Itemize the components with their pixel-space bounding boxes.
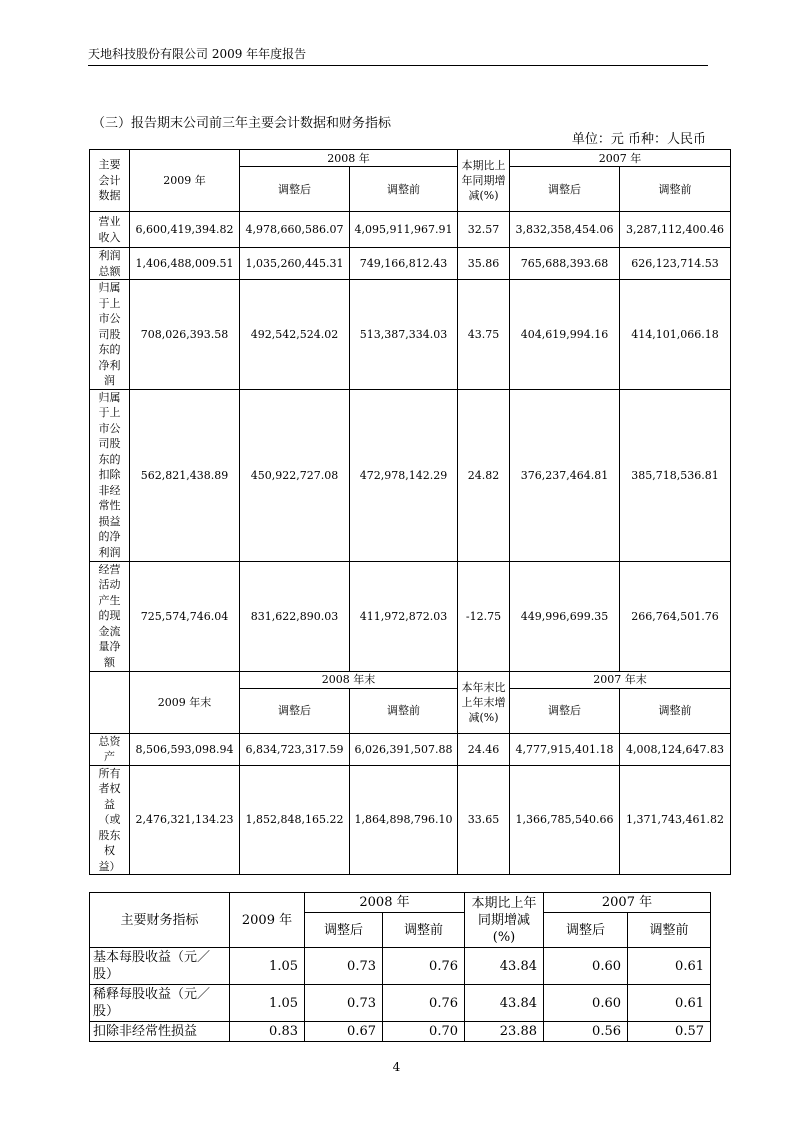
accounting-data-table	[89, 149, 731, 875]
cell-2007-after: 376,237,464.81	[510, 389, 620, 561]
cell-change: 35.86	[458, 248, 510, 280]
row-label: 稀释每股收益（元／股）	[90, 985, 230, 1022]
cell-2009: 1,406,488,009.51	[130, 248, 240, 280]
table-row	[90, 212, 731, 248]
row-label: 扣除非经常性损益	[90, 1022, 230, 1042]
row-label: 基本每股收益（元／股）	[90, 948, 230, 985]
header-2007-end: 2007 年末	[510, 671, 731, 688]
cell-change: 32.57	[458, 212, 510, 248]
cell-2007-before: 414,101,066.18	[620, 280, 731, 390]
row-label: 经营活动产生的现金流量净额	[90, 561, 130, 671]
table-row	[90, 280, 731, 390]
cell-2009: 6,600,419,394.82	[130, 212, 240, 248]
cell-2009: 2,476,321,134.23	[130, 765, 240, 875]
cell-change: 43.75	[458, 280, 510, 390]
cell-2007-after: 765,688,393.68	[510, 248, 620, 280]
cell-2007-before: 4,008,124,647.83	[620, 733, 731, 765]
cell-2007-after: 3,832,358,454.06	[510, 212, 620, 248]
cell-2008-after: 1,852,848,165.22	[240, 765, 350, 875]
empty-corner	[90, 671, 130, 733]
cell-change: 24.82	[458, 389, 510, 561]
table-row	[90, 389, 731, 561]
header-2007-adjusted-before: 调整前	[628, 913, 711, 948]
header-2007-adjusted-before: 调整前	[620, 167, 731, 212]
header-change: 本期比上年同期增减(%)	[465, 893, 544, 948]
cell-2007-before: 385,718,536.81	[620, 389, 731, 561]
cell-2008-before: 411,972,872.03	[350, 561, 458, 671]
cell-2008-after: 831,622,890.03	[240, 561, 350, 671]
cell-2009: 0.83	[230, 1022, 305, 1042]
header-2008-end-adjusted-after: 调整后	[240, 688, 350, 733]
row-label: 总资产	[90, 733, 130, 765]
corner-label: 主要会计数据	[90, 150, 130, 212]
cell-2009: 725,574,746.04	[130, 561, 240, 671]
cell-2008-before: 472,978,142.29	[350, 389, 458, 561]
header-2008: 2008 年	[240, 150, 458, 167]
cell-2007-after: 0.60	[544, 985, 628, 1022]
cell-2008-before: 0.76	[383, 985, 465, 1022]
table-row	[90, 248, 731, 280]
cell-change: 33.65	[458, 765, 510, 875]
cell-2007-before: 1,371,743,461.82	[620, 765, 731, 875]
cell-change: 43.84	[465, 985, 544, 1022]
cell-2009: 708,026,393.58	[130, 280, 240, 390]
header-2008-end-adjusted-before: 调整前	[350, 688, 458, 733]
row-label: 营业收入	[90, 212, 130, 248]
currency-unit-note: 单位：元 币种：人民币	[571, 132, 706, 147]
cell-2008-after: 0.73	[305, 948, 383, 985]
header-2009-end: 2009 年末	[130, 671, 240, 733]
table-row	[90, 1022, 711, 1042]
cell-2007-after: 404,619,994.16	[510, 280, 620, 390]
header-2009: 2009 年	[230, 893, 305, 948]
cell-2008-after: 450,922,727.08	[240, 389, 350, 561]
cell-2008-after: 6,834,723,317.59	[240, 733, 350, 765]
cell-2009: 1.05	[230, 948, 305, 985]
cell-2009: 562,821,438.89	[130, 389, 240, 561]
table-row	[90, 733, 731, 765]
header-2008-adjusted-after: 调整后	[305, 913, 383, 948]
section-title: （三）报告期末公司前三年主要会计数据和财务指标	[92, 116, 392, 131]
header-2008: 2008 年	[305, 893, 465, 913]
cell-2007-before: 0.57	[628, 1022, 711, 1042]
cell-2008-before: 0.76	[383, 948, 465, 985]
cell-change: 23.88	[465, 1022, 544, 1042]
cell-2007-after: 4,777,915,401.18	[510, 733, 620, 765]
table-row	[90, 561, 731, 671]
header-2007-adjusted-after: 调整后	[510, 167, 620, 212]
header-change: 本期比上年同期增减(%)	[458, 150, 510, 212]
cell-2008-before: 6,026,391,507.88	[350, 733, 458, 765]
header-divider	[88, 65, 708, 66]
cell-2008-after: 1,035,260,445.31	[240, 248, 350, 280]
header-2007: 2007 年	[510, 150, 731, 167]
cell-2008-after: 4,978,660,586.07	[240, 212, 350, 248]
financial-indicators-table	[89, 892, 711, 1042]
cell-change: -12.75	[458, 561, 510, 671]
cell-2008-after: 492,542,524.02	[240, 280, 350, 390]
table-header-row	[90, 150, 731, 167]
header-2008-adjusted-before: 调整前	[383, 913, 465, 948]
table-row	[90, 985, 711, 1022]
row-label: 所有者权益（或股东权益）	[90, 765, 130, 875]
cell-2009: 8,506,593,098.94	[130, 733, 240, 765]
header-change-end: 本年末比上年末增减(%)	[458, 671, 510, 733]
table-row	[90, 948, 711, 985]
cell-2007-before: 266,764,501.76	[620, 561, 731, 671]
header-2009: 2009 年	[130, 150, 240, 212]
row-label: 利润总额	[90, 248, 130, 280]
header-2008-adjusted-before: 调整前	[350, 167, 458, 212]
corner-label: 主要财务指标	[90, 893, 230, 948]
cell-2007-after: 449,996,699.35	[510, 561, 620, 671]
header-2008-end: 2008 年末	[240, 671, 458, 688]
table-header-row	[90, 671, 731, 688]
header-2008-adjusted-after: 调整后	[240, 167, 350, 212]
cell-2008-before: 4,095,911,967.91	[350, 212, 458, 248]
page-number: 4	[392, 1060, 401, 1074]
cell-2008-before: 749,166,812.43	[350, 248, 458, 280]
header-2007: 2007 年	[544, 893, 711, 913]
cell-2007-before: 626,123,714.53	[620, 248, 731, 280]
document-header: 天地科技股份有限公司 2009 年年度报告	[88, 47, 307, 61]
header-2007-end-adjusted-before: 调整前	[620, 688, 731, 733]
cell-2007-before: 3,287,112,400.46	[620, 212, 731, 248]
row-label: 归属于上市公司股东的扣除非经常性损益的净利润	[90, 389, 130, 561]
cell-2009: 1.05	[230, 985, 305, 1022]
header-2007-end-adjusted-after: 调整后	[510, 688, 620, 733]
cell-2007-before: 0.61	[628, 948, 711, 985]
cell-2007-after: 0.56	[544, 1022, 628, 1042]
cell-2008-before: 0.70	[383, 1022, 465, 1042]
cell-2008-before: 513,387,334.03	[350, 280, 458, 390]
cell-2007-after: 1,366,785,540.66	[510, 765, 620, 875]
row-label: 归属于上市公司股东的净利润	[90, 280, 130, 390]
cell-2007-before: 0.61	[628, 985, 711, 1022]
cell-change: 24.46	[458, 733, 510, 765]
table-header-row	[90, 893, 711, 913]
cell-2008-after: 0.73	[305, 985, 383, 1022]
cell-2008-before: 1,864,898,796.10	[350, 765, 458, 875]
cell-2008-after: 0.67	[305, 1022, 383, 1042]
cell-2007-after: 0.60	[544, 948, 628, 985]
cell-change: 43.84	[465, 948, 544, 985]
table-row	[90, 765, 731, 875]
header-2007-adjusted-after: 调整后	[544, 913, 628, 948]
